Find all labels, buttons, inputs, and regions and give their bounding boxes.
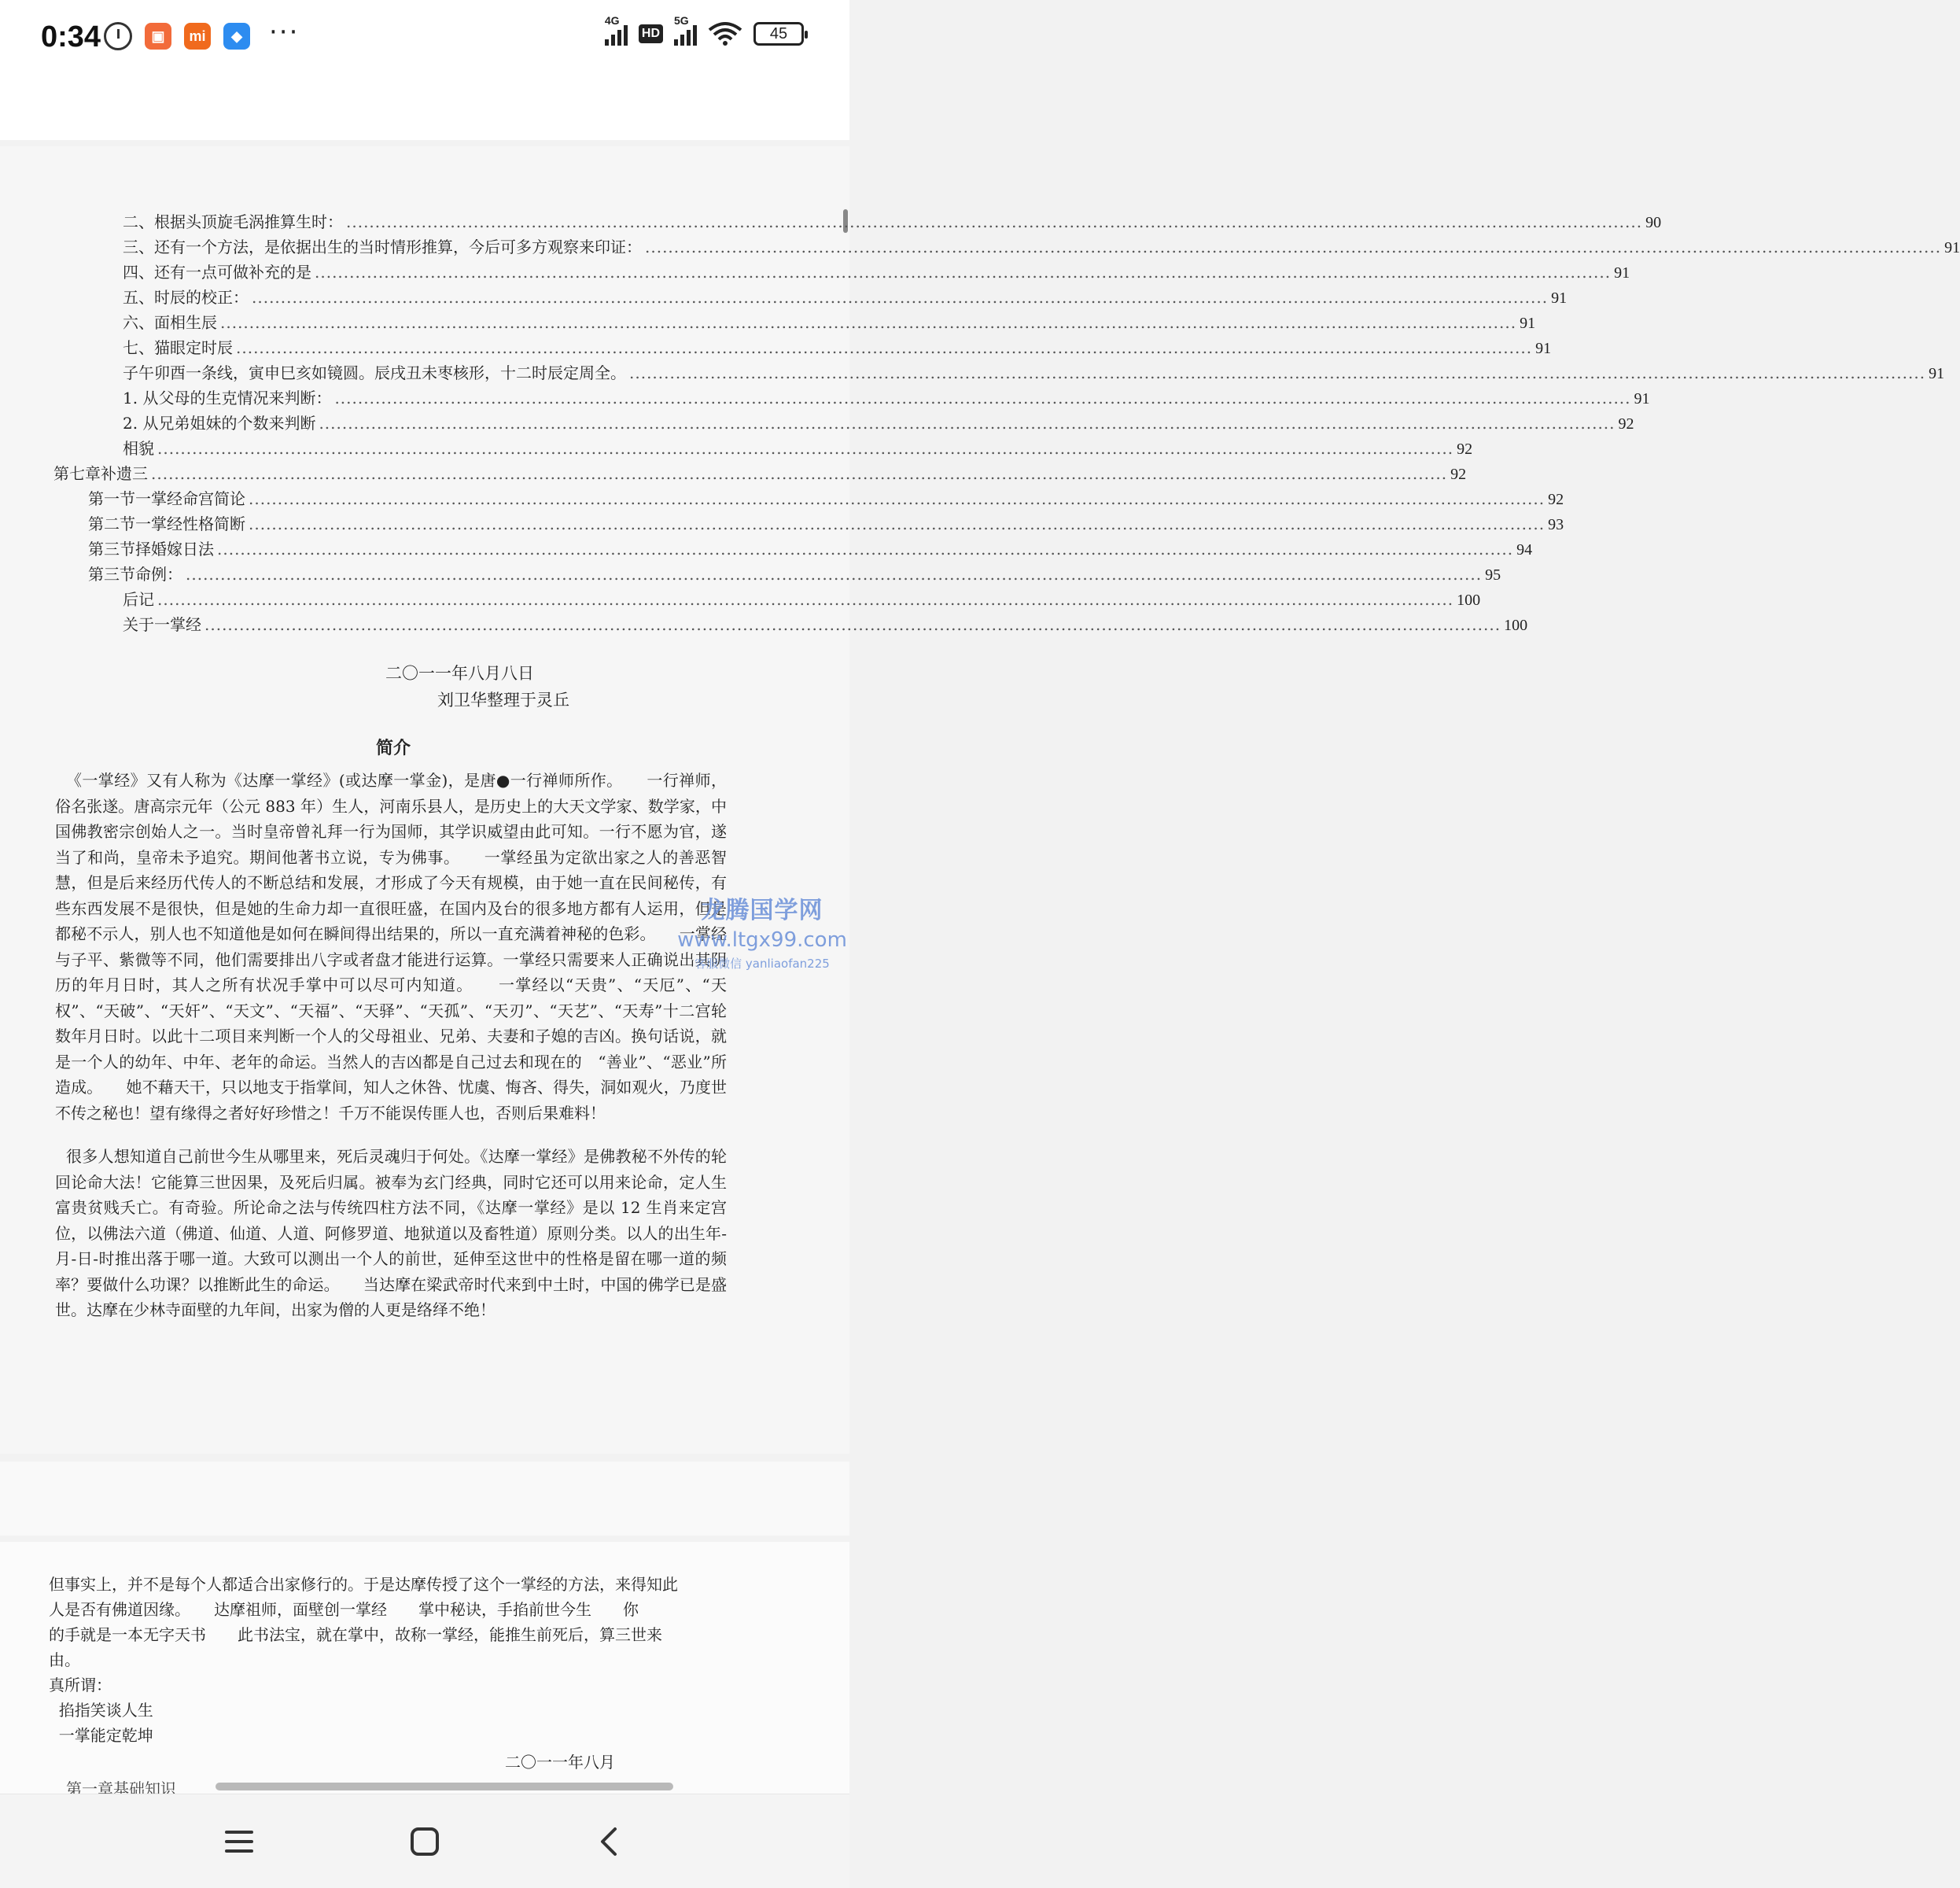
back-icon <box>593 1826 624 1857</box>
messenger-app-icon: ◆ <box>223 23 250 50</box>
taobao-app-icon: ▣ <box>145 23 171 50</box>
toc-entry[interactable]: 六、面相生辰 ..... 91 <box>53 310 727 335</box>
toc-entry[interactable]: 1. 从父母的生克情况来判断： ..... 91 <box>53 385 727 411</box>
status-time: 0:34 <box>41 20 101 53</box>
next-page-paragraph <box>49 1572 725 1748</box>
text-line: 真所谓： <box>49 1676 112 1694</box>
system-icons <box>604 14 804 46</box>
next-page-heading <box>66 1776 176 1787</box>
toc-entry[interactable]: 2. 从兄弟姐妹的个数来判断 ..... 92 <box>53 411 727 436</box>
intro-paragraph-1: 《一掌经》又有人称为《达摩一掌经》(或达摩一掌金)，是唐●一行禅师所作。 一行禅师，俗名张遂。唐高宗元年（公元 883 年）生人，河南乐县人，是历史上的大天文学家、数学家，中国佛教密宗创始人之一。当时皇帝曾礼拜一行为国师，其学识威望由此可知。一行不愿为官，遂当了和尚，皇帝未予追究。期间他著书立说，专为佛事。 一掌经虽为定欲出家之人的善恶智慧，但是后来经历代传人的不断总结和发展，才形成了今天有规模，由于她一直在民间秘传，有些东西发展不是很快，但是她的生命力却一直很旺盛，在国内及台的很多地方都有人运用，但是都秘不示人，别人也不知道他是如何在瞬间得出结果的，所以一直充满着神秘的色彩。 一掌经与子平、紫微等不同，他们需要排出八字或者盘才能进行运算。一掌经只需要来人正确说出其阴历的年月日时，其人之所有状况手掌中可以尽可内知道。 一掌经以“天贵”、“天厄”、“天权”、“天破”、“天奸”、“天文”、“天福”、“天驿”、“天孤”、“天刃”、“天艺”、“天寿”十二宫轮数年月日时。以此十二项目来判断一个人的父母祖业、兄弟、夫妻和子媳的吉凶。换句话说，就是一个人的幼年、中年、老年的命运。当然人的吉凶都是自己过去和现在的 “善业”、“恶业”所造成。 她不藉天干，只以地支于指掌间，知人之休咎、忧虞、悔吝、得失，洞如观火，乃度世不传之秘也！望有缘得之者好好珍惜之！千万不能误传匪人也，否则后果难料！ <box>55 771 727 1123</box>
alarm-icon <box>104 22 132 50</box>
toc-entry[interactable]: 后记 ..... 100 <box>53 587 727 612</box>
document-date: 二〇一一年八月八日 <box>385 664 534 683</box>
document-author: 刘卫华整理于灵丘 <box>437 691 569 710</box>
next-page-date: 二〇一一年八月 <box>505 1753 615 1772</box>
home-button[interactable] <box>400 1816 450 1867</box>
toc-entry[interactable]: 五、时辰的校正： ..... 91 <box>53 285 727 310</box>
status-bar <box>0 0 849 76</box>
toc-entry[interactable]: 第七章补遗三 ..... 92 <box>53 461 727 486</box>
section-title: 简介 <box>375 739 411 758</box>
watermark-title: 龙腾国学网 <box>701 897 823 924</box>
signal-4g-icon <box>604 14 628 46</box>
document-page-blank <box>0 1462 849 1536</box>
intro-paragraph-2: 很多人想知道自己前世今生从哪里来，死后灵魂归于何处。《达摩一掌经》是佛教秘不外传的轮回论命大法！它能算三世因果，及死后归属。被奉为玄门经典，同时它还可以用来论命，定人生富贵贫贱夭亡。有奇验。所论命之法与传统四柱方法不同，《达摩一掌经》是以 12 生肖来定宫位，以佛法六道（佛道、仙道、人道、阿修罗道、地狱道以及畜牲道）原则分类。以人的出生年-月-日-时推出落于哪一道。大致可以测出一个人的前世，延伸至这世中的性格是留在哪一道的频率？要做什么功课？以推断此生的命运。 当达摩在梁武帝时代来到中土时，中国的佛学已是盛世。达摩在少林寺面壁的九年间，出家为僧的人更是络绎不绝！ <box>55 1147 727 1319</box>
mi-app-icon: mi <box>184 23 211 50</box>
toc-entry[interactable]: 第一节一掌经命宫简论 ..... 92 <box>53 486 727 511</box>
more-notifications-icon: ··· <box>269 17 300 48</box>
text-line: 但事实上，并不是每个人都适合出家修行的。于是达摩传授了这个一掌经的方法，来得知此 <box>49 1575 678 1594</box>
text-line: 一掌能定乾坤 <box>49 1726 153 1745</box>
network-type-label: 4G <box>604 14 620 27</box>
table-of-contents <box>53 209 1960 637</box>
toc-entry[interactable]: 三、还有一个方法，是依据出生的当时情形推算，今后可多方观察来印证： ..... 91 <box>53 234 727 260</box>
battery-icon: 45 <box>753 22 804 46</box>
signal-5g-icon <box>674 14 697 46</box>
navigation-bar <box>0 1794 849 1888</box>
toc-entry[interactable]: 第二节一掌经性格简断 ..... 93 <box>53 511 727 537</box>
watermark-contact: 客服微信 yanliaofan225 <box>694 957 830 971</box>
toc-entry[interactable]: 七、猫眼定时辰 ..... 91 <box>53 335 727 360</box>
menu-icon <box>223 1827 255 1856</box>
toc-entry[interactable]: 四、还有一点可做补充的是 ..... 91 <box>53 260 727 285</box>
toc-entry[interactable]: 第三节择婚嫁日法 ..... 94 <box>53 537 727 562</box>
toc-entry[interactable]: 二、根据头顶旋毛涡推算生时： ..... 90 <box>53 209 727 234</box>
network-type-label-2: 5G <box>674 14 689 27</box>
notification-icons <box>104 17 300 50</box>
horizontal-scrollbar[interactable] <box>216 1783 673 1790</box>
home-icon <box>409 1826 440 1857</box>
document-page-previous <box>0 76 849 140</box>
recent-apps-button[interactable] <box>214 1816 264 1867</box>
toc-entry[interactable]: 相貌 ..... 92 <box>53 436 727 461</box>
hd-voice-icon: HD <box>639 24 663 43</box>
watermark <box>675 891 849 972</box>
back-button[interactable] <box>584 1816 634 1867</box>
watermark-url: www.ltgx99.com <box>677 928 847 952</box>
text-line: 掐指笑谈人生 <box>49 1701 153 1720</box>
toc-entry[interactable]: 关于一掌经 ..... 100 <box>53 612 727 637</box>
text-line: 人是否有佛道因缘。 达摩祖师，面壁创一掌经 掌中秘诀，手掐前世今生 你 <box>49 1600 639 1619</box>
toc-entry[interactable]: 第三节命例： ..... 95 <box>53 562 727 587</box>
text-line: 由。 <box>49 1650 80 1669</box>
text-line: 的手就是一本无字天书 此书法宝，就在掌中，故称一掌经，能推生前死后，算三世来 <box>49 1625 662 1644</box>
toc-entry[interactable]: 子午卯酉一条线，寅申巳亥如镜圆。辰戌丑未枣核形，十二时辰定周全。 ..... 91 <box>53 360 727 385</box>
wifi-icon <box>708 22 742 46</box>
